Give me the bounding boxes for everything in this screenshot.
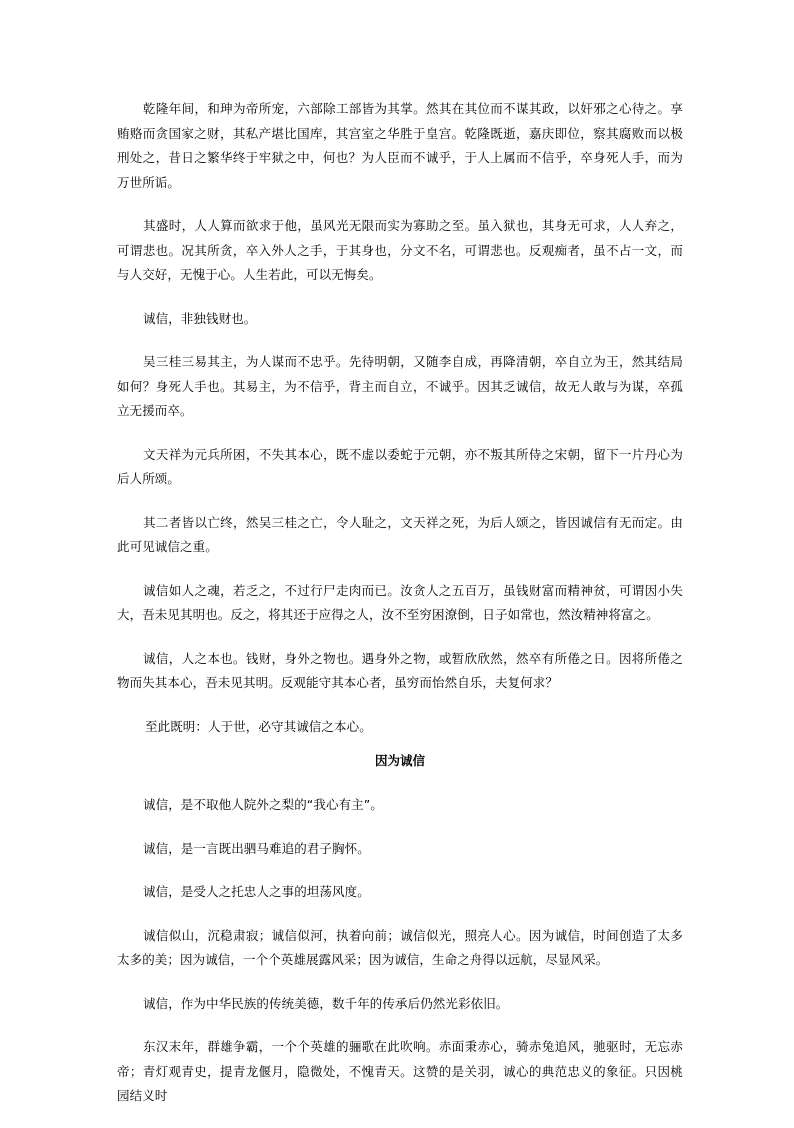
paragraph-comparison: 其二者皆以亡终，然吴三桂之亡，令人耻之，文天祥之死，为后人颂之，皆因诚信有无而定。由此可见诚信之重。 — [117, 514, 683, 554]
paragraph-integrity-not-money: 诚信，非独钱财也。 — [143, 310, 257, 326]
paragraph-mountain-river-light: 诚信似山，沉稳肃寂；诚信似河，执着向前；诚信似光，照亮人心。因为诚信，时间创造了太多太多的美；因为诚信，一个个英雄展露风采；因为诚信，生命之舟得以远航，尽显风采。 — [117, 927, 683, 967]
paragraph-wu-sangui: 吴三桂三易其主，为人谋而不忠乎。先待明朝，又随李自成，再降清朝，卒自立为王，然其结局如何？身死人手也。其易主，为不信乎，背主而自立，不诚乎。因其乏诚信，故无人敢与为谋，卒孤立无援而卒。 — [117, 354, 683, 418]
paragraph-soul: 诚信如人之魂，若乏之，不过行尸走肉而已。汝贪人之五百万，虽钱财富而精神贫，可谓因小失大，吾未见其明也。反之，将其还于应得之人，汝不至穷困潦倒，日子如常也，然汝精神将富之。 — [117, 582, 683, 622]
paragraph-conclusion: 至此既明：人于世，必守其诚信之本心。 — [145, 718, 372, 734]
paragraph-tradition: 诚信，作为中华民族的传统美德，数千年的传承后仍然光彩依旧。 — [143, 995, 509, 1011]
paragraph-heshen-downfall: 其盛时，人人算而欲求于他，虽风光无限而实为寡助之至。虽入狱也，其身无可求，人人弃之，可谓悲也。况其所贪，卒入外人之手，于其身也，分文不名，可谓悲也。反观痴者，虽不占一文，而与人交好，无愧于心。人生若此，可以无悔矣。 — [117, 218, 683, 282]
essay-heading — [117, 749, 683, 773]
essay-heading-text: 因为诚信 — [374, 753, 425, 768]
paragraph-wen-tianxiang: 文天祥为元兵所困，不失其本心，既不虚以委蛇于元朝，亦不叛其所侍之宋朝，留下一片丹心为后人所颂。 — [117, 446, 683, 486]
paragraph-heshen: 乾隆年间，和珅为帝所宠，六部除工部皆为其掌。然其在其位而不谋其政，以奸邪之心待之。享贿赂而贪国家之财，其私产堪比国库，其宫室之华胜于皇宫。乾隆既逝，嘉庆即位，察其腐败而以极刑处之，昔日之繁华终于牢狱之中，何也？为人臣而不诚乎，于人上属而不信乎，卒身死人手，而为万世所诟。 — [117, 101, 683, 190]
paragraph-foundation: 诚信，人之本也。钱财，身外之物也。遇身外之物，或暂欣欣然，然卒有所倦之日。因将所倦之物而失其本心，吾未见其明。反观能守其本心者，虽穷而怡然自乐，夫复何求？ — [117, 650, 683, 690]
paragraph-trust: 诚信，是受人之托忠人之事的坦荡风度。 — [143, 884, 370, 899]
paragraph-guan-yu: 东汉末年，群雄争霸，一个个英雄的骊歌在此吹响。赤面秉赤心，骑赤兔追风，驰驱时，无忘赤帝；青灯观青史，提青龙偃月，隐微处，不愧青天。这赞的是关羽，诚心的典范忠义的象征。只因桃园结义时 — [117, 1039, 683, 1103]
document-body — [117, 97, 683, 1128]
paragraph-gentleman: 诚信，是一言既出驷马难追的君子胸怀。 — [143, 840, 370, 856]
paragraph-pear: 诚信，是不取他人院外之梨的“我心有主”。 — [143, 797, 383, 812]
